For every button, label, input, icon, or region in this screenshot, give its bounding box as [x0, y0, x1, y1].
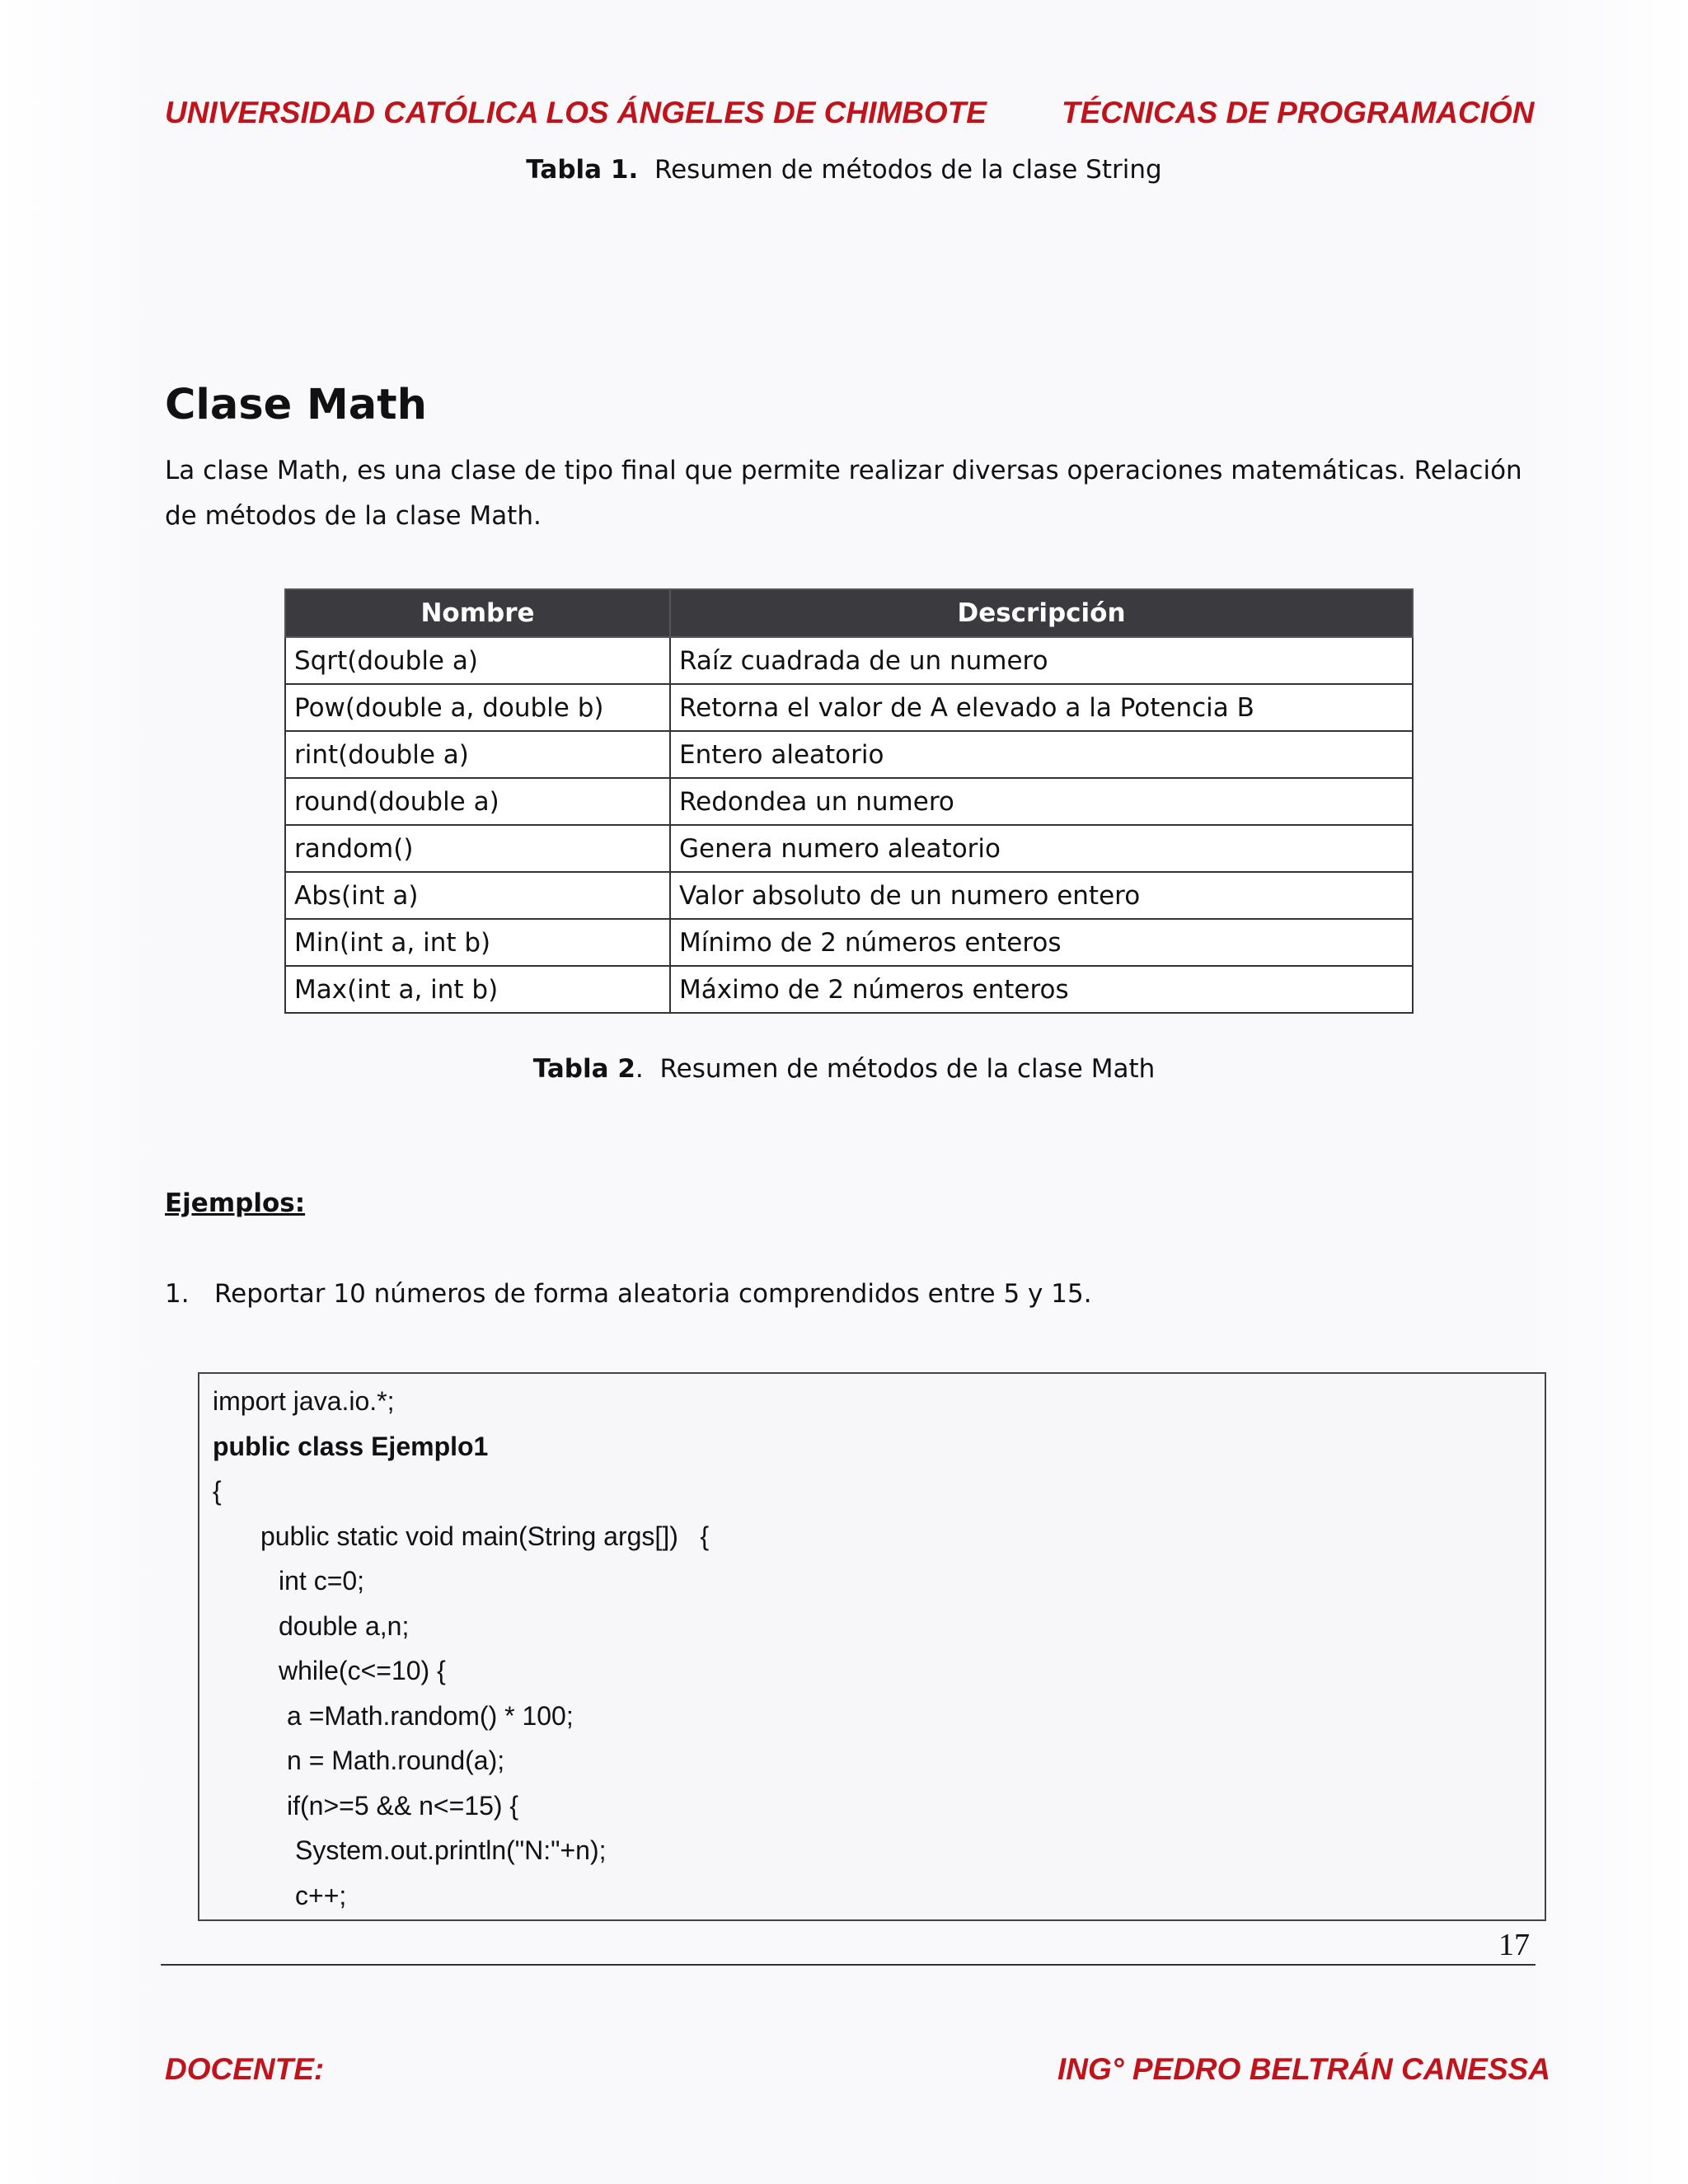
- section-title: Clase Math: [165, 381, 427, 429]
- method-name-cell: Max(int a, int b): [285, 966, 670, 1013]
- header-university: UNIVERSIDAD CATÓLICA LOS ÁNGELES DE CHIMBOTE: [165, 96, 987, 129]
- table2-caption-label: Tabla 2: [532, 1054, 635, 1084]
- code-line: n = Math.round(a);: [287, 1746, 505, 1775]
- column-header-nombre: Nombre: [285, 589, 670, 637]
- math-methods-table: [284, 588, 1414, 1014]
- table-row: [285, 684, 1413, 731]
- code-line: c++;: [295, 1881, 347, 1910]
- footer-divider: [161, 1964, 1536, 1966]
- table-row: [285, 825, 1413, 872]
- method-name-cell: round(double a): [285, 778, 670, 825]
- code-line: a =Math.random() * 100;: [287, 1701, 574, 1731]
- method-name-cell: rint(double a): [285, 731, 670, 778]
- method-description-cell: Genera numero aleatorio: [670, 825, 1413, 872]
- code-line: System.out.println("N:"+n);: [295, 1835, 607, 1865]
- method-description-cell: Valor absoluto de un numero entero: [670, 872, 1413, 919]
- code-line: int c=0;: [279, 1566, 365, 1596]
- footer-label: DOCENTE:: [165, 2052, 325, 2086]
- method-description-cell: Entero aleatorio: [670, 731, 1413, 778]
- code-line: {: [213, 1476, 222, 1506]
- example-1-text: Reportar 10 números de forma aleatoria comprendidos entre 5 y 15.: [214, 1279, 1092, 1309]
- example-1-number: 1.: [165, 1279, 190, 1309]
- method-description-cell: Raíz cuadrada de un numero: [670, 637, 1413, 684]
- code-line: public class Ejemplo1: [213, 1432, 489, 1461]
- header-course: TÉCNICAS DE PROGRAMACIÓN: [1062, 96, 1535, 129]
- table1-caption-text: Resumen de métodos de la clase String: [638, 155, 1162, 185]
- table-row: [285, 966, 1413, 1013]
- code-line: import java.io.*;: [213, 1386, 395, 1416]
- table2-caption-text: . Resumen de métodos de la clase Math: [635, 1054, 1156, 1084]
- footer-teacher-name: ING° PEDRO BELTRÁN CANESSA: [1057, 2052, 1550, 2086]
- code-line: public static void main(String args[]) {: [260, 1521, 710, 1551]
- table-row: [285, 731, 1413, 778]
- table-row: [285, 778, 1413, 825]
- table1-caption: [0, 155, 1688, 185]
- method-description-cell: Retorna el valor de A elevado a la Potencia B: [670, 684, 1413, 731]
- code-line: double a,n;: [279, 1611, 410, 1641]
- table2-caption: [0, 1054, 1688, 1084]
- method-description-cell: Máximo de 2 números enteros: [670, 966, 1413, 1013]
- method-description-cell: Mínimo de 2 números enteros: [670, 919, 1413, 966]
- table-row: [285, 919, 1413, 966]
- method-name-cell: Sqrt(double a): [285, 637, 670, 684]
- table-header-row: [285, 589, 1413, 637]
- intro-paragraph: La clase Math, es una clase de tipo final que permite realizar diversas operaciones matemáticas. Relación de métodos de la clase Math.: [165, 456, 1522, 531]
- method-name-cell: Min(int a, int b): [285, 919, 670, 966]
- method-description-cell: Redondea un numero: [670, 778, 1413, 825]
- table-row: [285, 872, 1413, 919]
- method-name-cell: Pow(double a, double b): [285, 684, 670, 731]
- page-number: 17: [1498, 1928, 1530, 1962]
- examples-heading: Ejemplos:: [165, 1188, 306, 1218]
- code-line: if(n>=5 && n<=15) {: [287, 1791, 519, 1821]
- method-name-cell: random(): [285, 825, 670, 872]
- code-block: [198, 1372, 1546, 1921]
- table-row: [285, 637, 1413, 684]
- table1-caption-label: Tabla 1.: [526, 155, 639, 185]
- code-line: while(c<=10) {: [279, 1656, 446, 1685]
- method-name-cell: Abs(int a): [285, 872, 670, 919]
- column-header-descripcion: Descripción: [670, 589, 1413, 637]
- example-1: [165, 1279, 1092, 1309]
